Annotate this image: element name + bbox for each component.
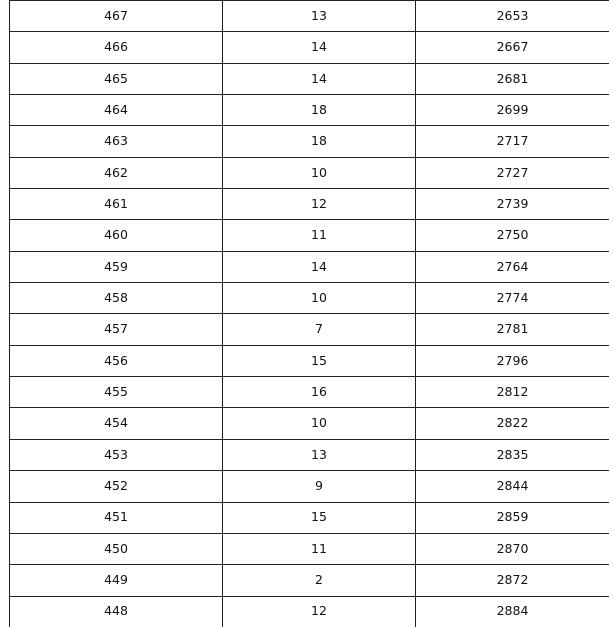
score-cell: 465 — [10, 63, 223, 94]
score-cell: 454 — [10, 408, 223, 439]
cumulative-cell: 2844 — [416, 471, 610, 502]
score-cell: 467 — [10, 1, 223, 32]
table-row — [10, 63, 610, 94]
table-row — [10, 126, 610, 157]
table-row — [10, 377, 610, 408]
cumulative-cell: 2835 — [416, 439, 610, 470]
score-cell: 453 — [10, 439, 223, 470]
cumulative-cell: 2774 — [416, 283, 610, 314]
cumulative-cell: 2812 — [416, 377, 610, 408]
count-cell: 15 — [223, 502, 416, 533]
count-cell: 10 — [223, 157, 416, 188]
table-row — [10, 439, 610, 470]
table-row — [10, 1, 610, 32]
table-row — [10, 502, 610, 533]
cumulative-cell: 2796 — [416, 345, 610, 376]
count-cell: 14 — [223, 32, 416, 63]
score-cell: 457 — [10, 314, 223, 345]
table-row — [10, 32, 610, 63]
score-cell: 452 — [10, 471, 223, 502]
table-row — [10, 189, 610, 220]
count-cell: 12 — [223, 596, 416, 627]
count-cell: 14 — [223, 251, 416, 282]
cumulative-cell: 2667 — [416, 32, 610, 63]
table-row — [10, 157, 610, 188]
score-cell: 448 — [10, 596, 223, 627]
score-cell: 459 — [10, 251, 223, 282]
score-cell: 462 — [10, 157, 223, 188]
count-cell: 16 — [223, 377, 416, 408]
cumulative-cell: 2717 — [416, 126, 610, 157]
score-table-body — [10, 1, 610, 627]
table-row — [10, 596, 610, 627]
count-cell: 10 — [223, 283, 416, 314]
table-row — [10, 314, 610, 345]
score-table — [9, 0, 609, 627]
table-row — [10, 565, 610, 596]
count-cell: 13 — [223, 1, 416, 32]
count-cell: 15 — [223, 345, 416, 376]
score-cell: 461 — [10, 189, 223, 220]
score-cell: 456 — [10, 345, 223, 376]
table-row — [10, 251, 610, 282]
score-table-container — [9, 0, 609, 627]
cumulative-cell: 2750 — [416, 220, 610, 251]
count-cell: 12 — [223, 189, 416, 220]
cumulative-cell: 2739 — [416, 189, 610, 220]
score-cell: 463 — [10, 126, 223, 157]
table-row — [10, 95, 610, 126]
cumulative-cell: 2653 — [416, 1, 610, 32]
cumulative-cell: 2870 — [416, 533, 610, 564]
score-cell: 450 — [10, 533, 223, 564]
count-cell: 13 — [223, 439, 416, 470]
table-row — [10, 408, 610, 439]
cumulative-cell: 2884 — [416, 596, 610, 627]
count-cell: 14 — [223, 63, 416, 94]
cumulative-cell: 2727 — [416, 157, 610, 188]
count-cell: 18 — [223, 95, 416, 126]
score-cell: 458 — [10, 283, 223, 314]
count-cell: 11 — [223, 533, 416, 564]
score-cell: 460 — [10, 220, 223, 251]
count-cell: 10 — [223, 408, 416, 439]
cumulative-cell: 2764 — [416, 251, 610, 282]
table-row — [10, 220, 610, 251]
table-row — [10, 345, 610, 376]
cumulative-cell: 2781 — [416, 314, 610, 345]
table-row — [10, 533, 610, 564]
score-cell: 451 — [10, 502, 223, 533]
count-cell: 7 — [223, 314, 416, 345]
score-cell: 455 — [10, 377, 223, 408]
cumulative-cell: 2681 — [416, 63, 610, 94]
score-cell: 449 — [10, 565, 223, 596]
table-row — [10, 283, 610, 314]
cumulative-cell: 2699 — [416, 95, 610, 126]
table-row — [10, 471, 610, 502]
count-cell: 18 — [223, 126, 416, 157]
cumulative-cell: 2872 — [416, 565, 610, 596]
score-cell: 466 — [10, 32, 223, 63]
cumulative-cell: 2822 — [416, 408, 610, 439]
count-cell: 2 — [223, 565, 416, 596]
count-cell: 9 — [223, 471, 416, 502]
cumulative-cell: 2859 — [416, 502, 610, 533]
score-cell: 464 — [10, 95, 223, 126]
count-cell: 11 — [223, 220, 416, 251]
